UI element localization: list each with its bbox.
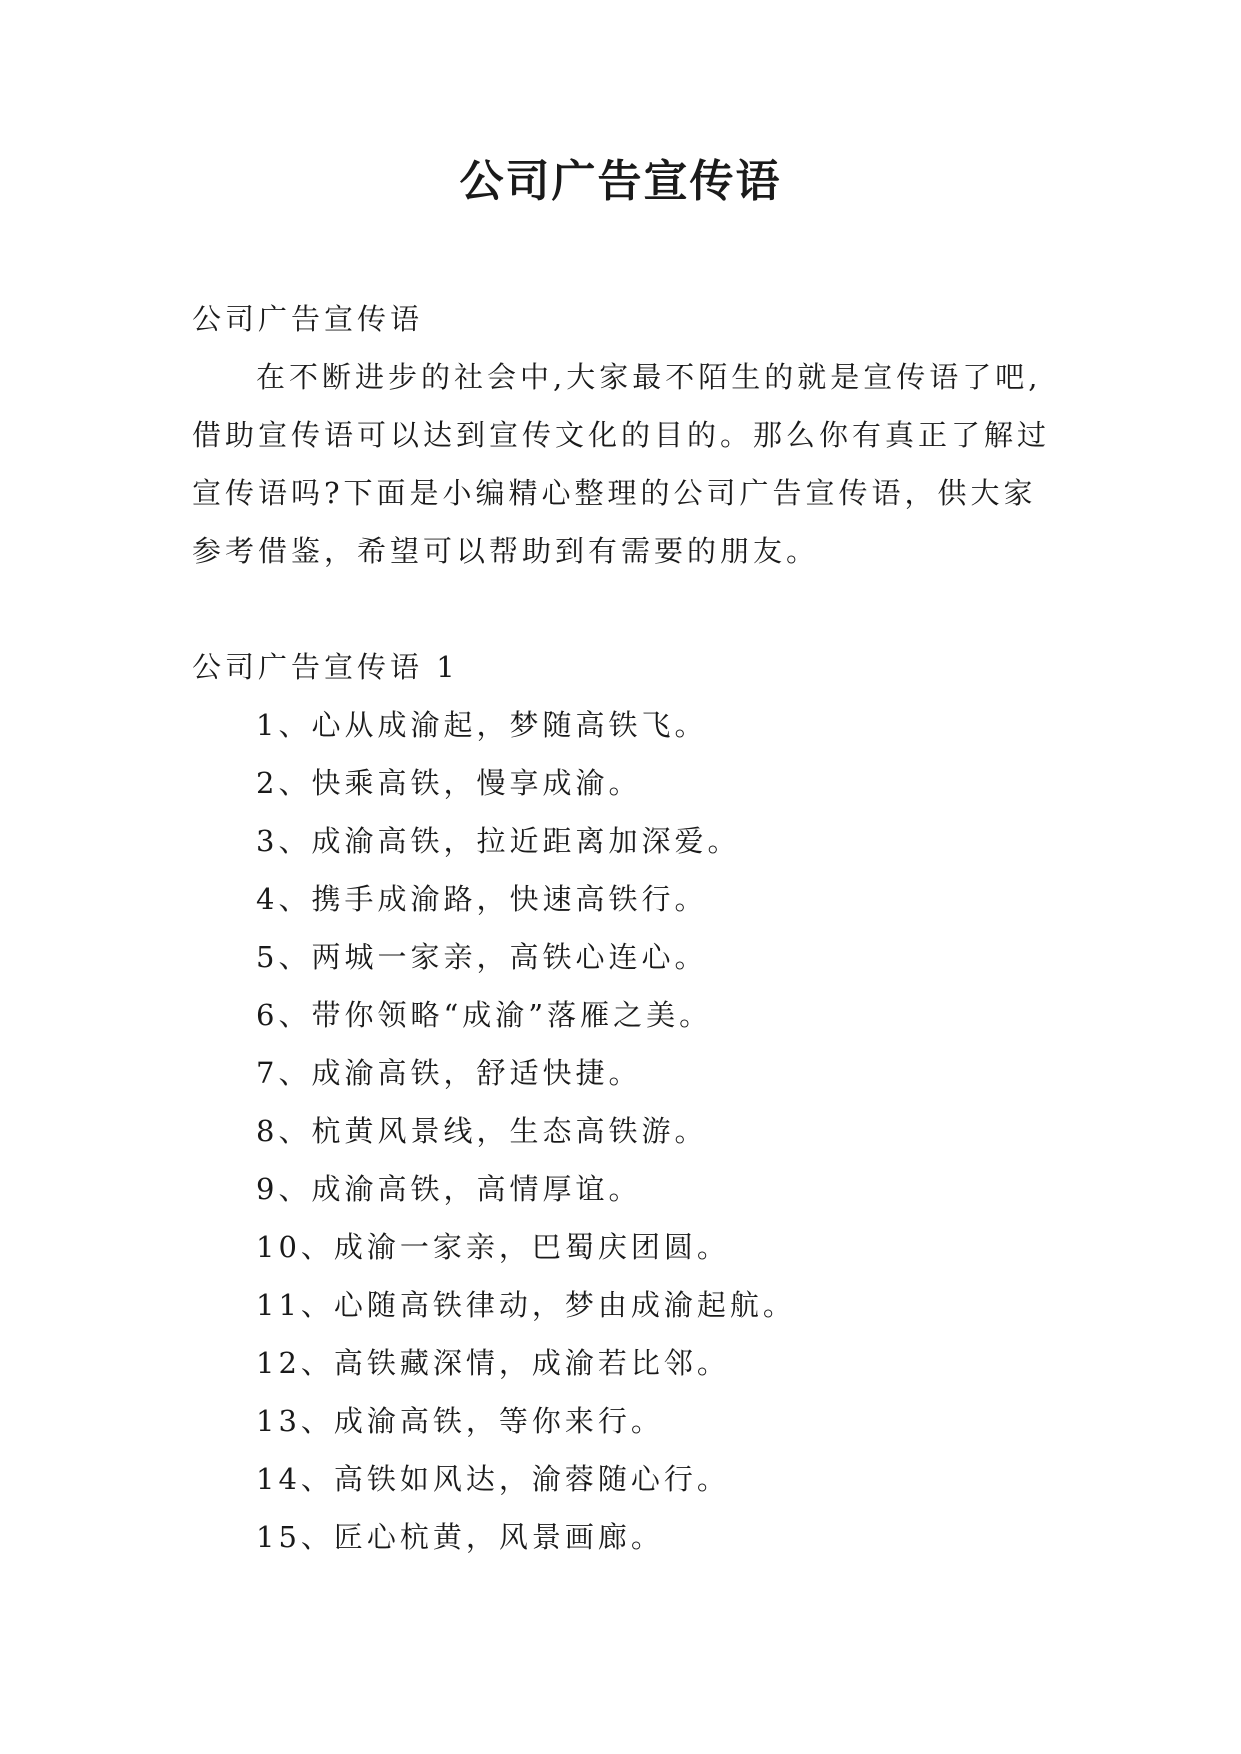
slogan-item: 3、成渝高铁，拉近距离加深爱。 (256, 824, 741, 858)
subtitle: 公司广告宣传语 (192, 302, 424, 336)
slogan-item: 12、高铁藏深情，成渝若比邻。 (256, 1346, 730, 1380)
slogan-item: 10、成渝一家亲，巴蜀庆团圆。 (256, 1230, 730, 1264)
slogan-item: 11、心随高铁律动，梦由成渝起航。 (256, 1288, 796, 1322)
document-body (192, 290, 1052, 1566)
slogan-item: 4、携手成渝路，快速高铁行。 (256, 882, 708, 916)
slogan-item: 8、杭黄风景线，生态高铁游。 (256, 1114, 708, 1148)
slogan-item: 1、心从成渝起，梦随高铁飞。 (256, 708, 708, 742)
slogan-item: 7、成渝高铁，舒适快捷。 (256, 1056, 642, 1090)
paragraph-spacer (192, 580, 1052, 638)
slogan-item: 9、成渝高铁，高情厚谊。 (256, 1172, 642, 1206)
section-heading: 公司广告宣传语 1 (192, 650, 459, 684)
slogan-item: 15、匠心杭黄，风景画廊。 (256, 1520, 664, 1554)
slogan-item: 5、两城一家亲，高铁心连心。 (256, 940, 708, 974)
slogan-item: 2、快乘高铁，慢享成渝。 (256, 766, 642, 800)
document-title: 公司广告宣传语 (459, 156, 782, 207)
intro-paragraph: 在不断进步的社会中,大家最不陌生的就是宣传语了吧,借助宣传语可以达到宣传文化的目的。那么你有真正了解过宣传语吗?下面是小编精心整理的公司广告宣传语，供大家参考借鉴，希望可以帮助到有需要的朋友。 (192, 360, 1051, 568)
slogan-list (192, 696, 1052, 1566)
slogan-item: 13、成渝高铁，等你来行。 (256, 1404, 664, 1438)
slogan-item: 14、高铁如风达，渝蓉随心行。 (256, 1462, 730, 1496)
slogan-item: 6、带你领略“成渝”落雁之美。 (256, 998, 713, 1032)
